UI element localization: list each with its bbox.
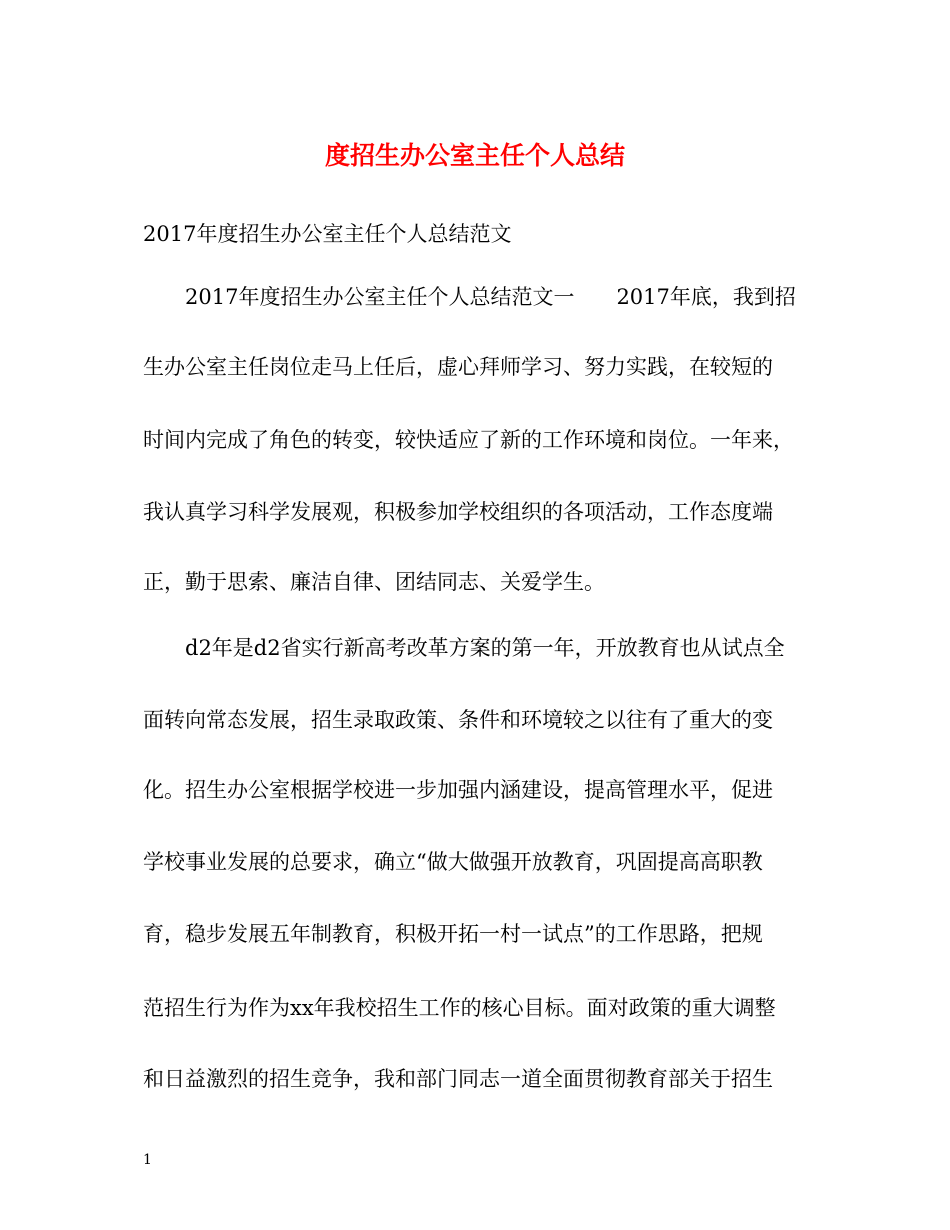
paragraph-line: 学校事业发展的总要求，确立“做大做强开放教育，巩固提高高职教 — [143, 850, 763, 874]
paragraph-line: 生办公室主任岗位走马上任后，虚心拜师学习、努力实践，在较短的 — [143, 355, 773, 379]
document-title: 度招生办公室主任个人总结 — [324, 141, 625, 170]
paragraph-line: 化。招生办公室根据学校进一步加强内涵建设，提高管理水平，促进 — [143, 778, 773, 802]
paragraph-line: d2年是d2省实行新高考改革方案的第一年，开放教育也从试点全 — [185, 636, 785, 660]
paragraph-line: 面转向常态发展，招生录取政策、条件和环境较之以往有了重大的变 — [143, 708, 773, 732]
paragraph-line: 我认真学习科学发展观，积极参加学校组织的各项活动，工作态度端 — [143, 500, 773, 524]
document-subtitle: 2017年度招生办公室主任个人总结范文 — [143, 222, 512, 246]
paragraph-line: 范招生行为作为xx年我校招生工作的核心目标。面对政策的重大调整 — [143, 996, 776, 1020]
page-number: 1 — [143, 1152, 152, 1168]
paragraph-line: 育，稳步发展五年制教育，积极开拓一村一试点”的工作思路，把规 — [143, 922, 763, 946]
paragraph-line: 2017年度招生办公室主任个人总结范文一 2017年底，我到招 — [185, 285, 796, 309]
paragraph-line: 时间内完成了角色的转变，较快适应了新的工作环境和岗位。一年来， — [143, 428, 794, 452]
paragraph-line: 和日益激烈的招生竞争，我和部门同志一道全面贯彻教育部关于招生 — [143, 1067, 773, 1091]
paragraph-line: 正，勤于思索、廉洁自律、团结同志、关爱学生。 — [143, 570, 605, 594]
